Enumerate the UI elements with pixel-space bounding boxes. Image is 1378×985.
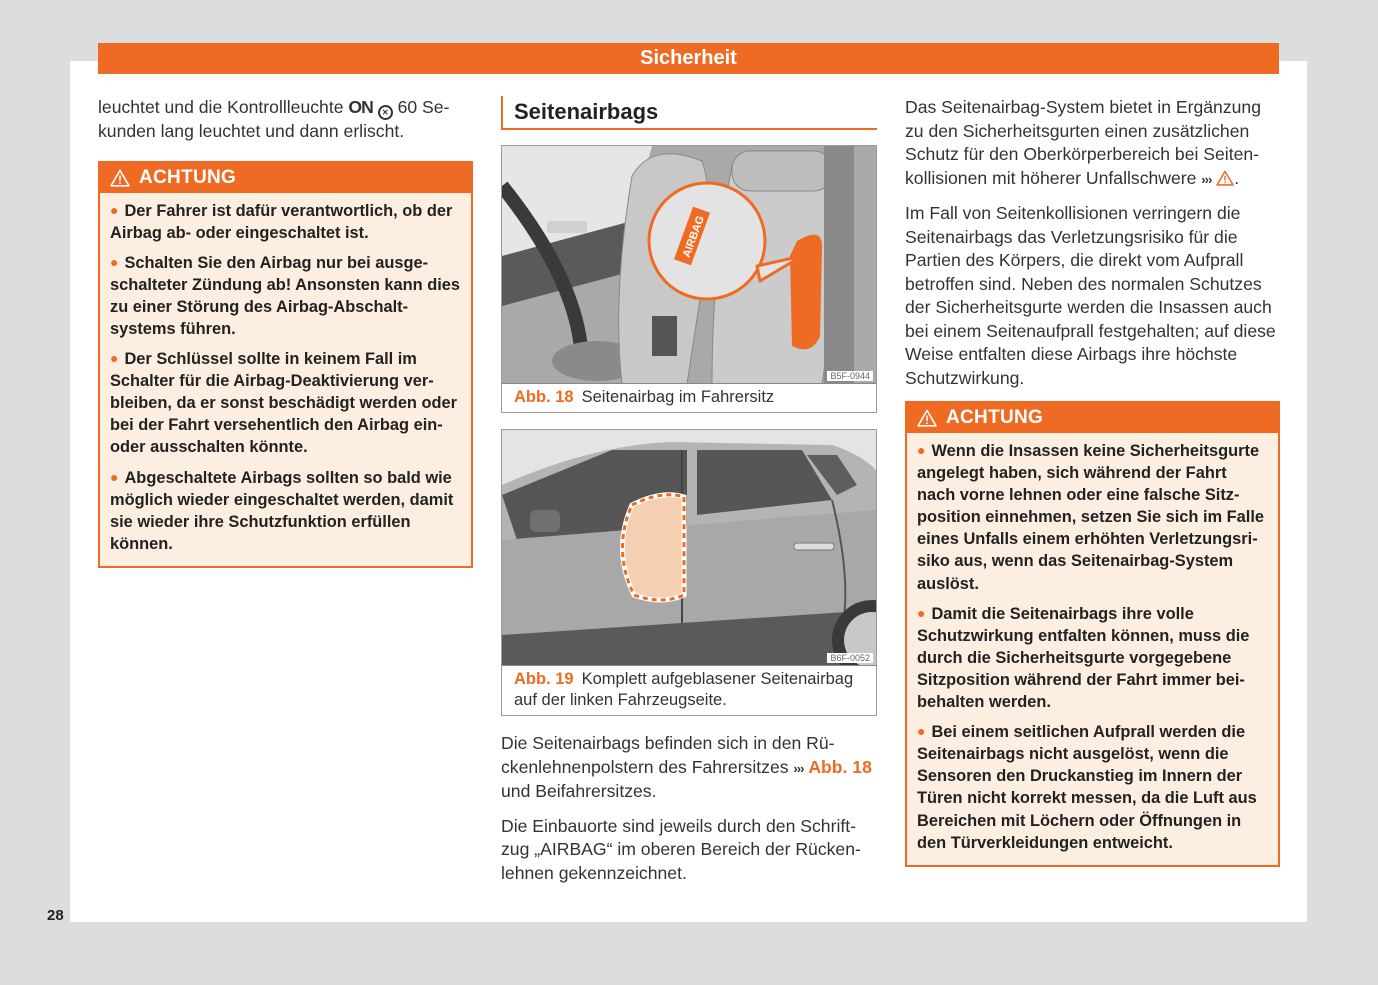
column-middle <box>501 96 877 896</box>
paragraph-text: und Beifahrersitzes. <box>501 781 657 801</box>
warning-item <box>110 466 461 555</box>
bullet-icon: ● <box>110 253 119 270</box>
warning-item-text: Der Schlüssel sollte in keinem Fall im Schalter für die Airbag-Deaktivierung verbleiben, da er sonst beschädigt werden oder bei der Fahrt versehentlich den Airbag ein- oder ausschalten könnte. <box>110 350 458 457</box>
warning-box-right <box>905 401 1280 867</box>
paragraph <box>905 96 1280 191</box>
paragraph: Die Einbauorte sind jeweils durch den Schriftzug „AIRBAG“ im oberen Bereich der Rückenlehnen gekennzeichnet. <box>501 815 861 883</box>
bullet-icon: ● <box>110 350 119 367</box>
warning-triangle-icon <box>917 409 937 427</box>
figure-code: B6F-0052 <box>827 653 873 663</box>
section-title-bar: Sicherheit <box>98 43 1279 74</box>
bullet-icon: ● <box>110 468 119 485</box>
column-right <box>905 96 1280 867</box>
figure-label: Abb. 18 <box>514 388 574 406</box>
right-body-text <box>905 96 1280 390</box>
warning-item-text: Der Fahrer ist dafür verantwortlich, ob der Airbag ab- oder eingeschaltet ist. <box>110 201 453 242</box>
warning-box-left <box>98 161 473 568</box>
warning-item <box>917 602 1268 713</box>
paragraph-text: Das Seitenairbag-System bietet in Ergänzung zu den Sicherheitsgurten einen zusätzlichen Schutz für den Oberkörperbereich bei Seitenkollisionen mit höherer Unfallschwere <box>905 97 1261 188</box>
on-indicator-symbol: ON <box>348 97 373 117</box>
column-left <box>98 96 473 568</box>
figure-18-link[interactable]: Abb. 18 <box>808 756 872 777</box>
bullet-icon: ● <box>917 723 926 740</box>
car-side-airbag-illustration <box>502 430 876 666</box>
paragraph: Im Fall von Seitenkollisionen verringern die Seitenairbags das Verletzungsrisiko für die Partien des Körpers, die direkt vom Aufprall betroffen sind. Neben des normalen Schutzes der Sicherheitsgurte werden die Insassen auch bei einem Seitenaufprall festgehalten; auf diese Weise entfalten diese Airbags ihre höchste Schutzwirkung. <box>905 203 1276 388</box>
warning-list <box>907 433 1278 865</box>
seat-airbag-illustration <box>502 146 876 384</box>
intro-text-pre: leuchtet und die Kontrollleuchte <box>98 97 349 117</box>
warning-item-text: Schalten Sie den Airbag nur bei ausgeschalteter Zündung ab! Ansonsten kann dies zu einer Störung des Airbag-Abschaltsystems führen. <box>110 253 461 338</box>
warning-item <box>110 251 461 340</box>
warning-title: ACHTUNG <box>139 166 237 188</box>
warning-header <box>907 403 1278 433</box>
figure-label: Abb. 19 <box>514 670 574 688</box>
intro-text-post: 60 Sekunden lang leuchtet und dann erlischt. <box>98 97 450 141</box>
section-heading: Seitenairbags <box>501 96 877 130</box>
bullet-icon: ● <box>917 604 926 621</box>
warning-item-text: Wenn die Insassen keine Sicherheitsgurte angelegt haben, sich während der Fahrt nach vorne lehnen oder eine falsche Sitzposition einnehmen, setzen Sie sich im Falle eines Unfalls einem erhöhten Verletzungsrisiko aus, wenn das Seitenairbag-System auslöst. <box>917 442 1265 593</box>
bullet-icon: ● <box>110 201 119 218</box>
intro-paragraph <box>98 96 473 144</box>
figure-18-illustration <box>502 146 876 384</box>
paragraph-text: . <box>1234 167 1240 188</box>
warning-item-text: Bei einem seitlichen Aufprall werden die Seitenairbags nicht ausgelöst, wenn die Sensoren den Druckanstieg im Innern der Türen nicht korrekt messen, da die Luft aus Bereichen mit Löchern oder Öffnungen in den Türverkleidungen entweicht. <box>917 723 1257 852</box>
figure-19-caption <box>502 666 876 715</box>
airbag-label: AIRBAG <box>680 214 707 260</box>
cross-reference-chevron-icon: ››› <box>1201 171 1212 187</box>
warning-list <box>100 193 471 566</box>
warning-item <box>917 439 1268 595</box>
figure-19 <box>501 429 877 716</box>
figure-code: B5F-0944 <box>827 371 873 381</box>
warning-item <box>917 720 1268 854</box>
warning-item <box>110 347 461 458</box>
cross-reference-chevron-icon: ››› <box>793 760 804 776</box>
warning-triangle-icon <box>110 169 130 187</box>
figure-18 <box>501 145 877 413</box>
bullet-icon: ● <box>917 442 926 458</box>
figure-19-illustration <box>502 430 876 666</box>
warning-item-text: Abgeschaltete Airbags sollten so bald wie möglich wieder eingeschaltet werden, damit sie wieder ihre Schutzfunktion erfüllen können. <box>110 468 454 553</box>
middle-body-text <box>501 732 877 885</box>
page-number: 28 <box>47 907 64 924</box>
figure-18-caption <box>502 384 876 412</box>
warning-triangle-link-icon[interactable] <box>1216 170 1234 186</box>
figure-caption-text: Komplett aufgeblasener Seitenairbag auf der linken Fahrzeugseite. <box>514 670 854 709</box>
warning-title: ACHTUNG <box>946 407 1044 428</box>
warning-header <box>100 163 471 193</box>
warning-item <box>110 199 461 244</box>
airbag-off-indicator-icon: ✕ <box>378 105 393 120</box>
paragraph <box>501 732 877 804</box>
paragraph-text: Die Seitenairbags befinden sich in den Rückenlehnenpolstern des Fahrersitzes <box>501 733 835 777</box>
warning-item-text: Damit die Seitenairbags ihre volle Schutzwirkung entfalten können, muss die durch die Sicherheitsgurte vorgegebene Sitzposition während der Fahrt immer beibehalten werden. <box>917 604 1250 712</box>
figure-caption-text: Seitenairbag im Fahrersitz <box>581 388 775 406</box>
